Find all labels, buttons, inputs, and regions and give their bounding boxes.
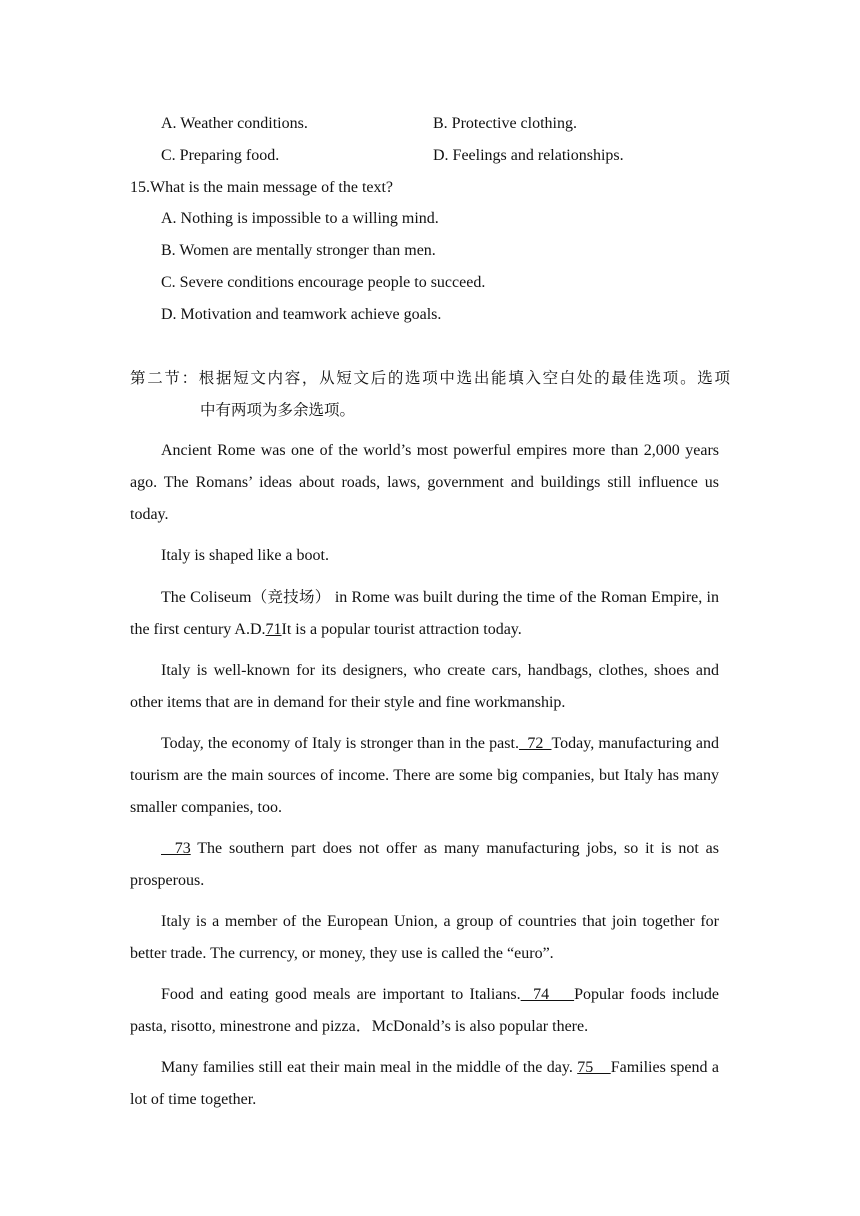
- q14-option-a: A. Weather conditions.: [161, 115, 308, 132]
- q15-option-d: D. Motivation and teamwork achieve goals.: [161, 306, 442, 323]
- paragraph-1-text: Ancient Rome was one of the world’s most powerful empires more than 2,000 years ago. The Romans’ ideas about roads, laws, government and buildings still influence us today.: [130, 442, 719, 523]
- paragraph-8-text-b: Popular foods include pasta, risotto, minestrone and pizza．McDonald’s is also popular there.: [130, 986, 719, 1035]
- blank-73: 73: [161, 840, 191, 857]
- q14-option-d: D. Feelings and relationships.: [433, 147, 624, 164]
- passage-paragraph-8: [130, 979, 719, 1043]
- passage-paragraph-1: [130, 435, 719, 531]
- q15-stem: 15.What is the main message of the text?: [130, 179, 394, 196]
- paragraph-7-text: Italy is a member of the European Union, a group of countries that join together for better trade. The currency, or money, they use is called the “euro”.: [130, 913, 719, 962]
- paragraph-6-text: The southern part does not offer as many manufacturing jobs, so it is not as prosperous.: [130, 840, 719, 889]
- paragraph-4-text: Italy is well-known for its designers, who create cars, handbags, clothes, shoes and other items that are in demand for their style and fine workmanship.: [130, 662, 719, 711]
- blank-71: 71: [265, 621, 282, 638]
- passage-paragraph-7: [130, 906, 719, 970]
- q14-option-b: B. Protective clothing.: [433, 115, 577, 132]
- blank-72: 72: [518, 735, 552, 752]
- paragraph-9-text-b: Families spend a lot of time together.: [130, 1059, 720, 1108]
- paragraph-5-text-b: Today, manufacturing and tourism are the main sources of income. There are some big companies, but Italy has many smaller companies, too.: [130, 735, 719, 816]
- paragraph-2-text: Italy is shaped like a boot.: [161, 547, 329, 564]
- paragraph-3-text-a: The Coliseum: [161, 589, 252, 606]
- section2-instruction-line2: 中有两项为多余选项。: [200, 401, 356, 419]
- section2-instruction-text1: 第二节：根据短文内容，从短文后的选项中选出能填入空白处的最佳选项。选项: [130, 369, 730, 387]
- paragraph-8-text-a: Food and eating good meals are important to Italians.: [161, 986, 521, 1003]
- paragraph-9-text-a: Many families still eat their main meal in the middle of the day.: [161, 1059, 578, 1076]
- q15-option-c: C. Severe conditions encourage people to succeed.: [161, 274, 486, 291]
- paragraph-3-gloss: （竞技场）: [251, 588, 331, 606]
- blank-74: 74: [520, 986, 575, 1003]
- passage-paragraph-4: [130, 655, 719, 719]
- passage-paragraph-9: [130, 1052, 719, 1116]
- paragraph-3-text-c: It is a popular tourist attraction today.: [281, 621, 522, 638]
- q15-option-a: A. Nothing is impossible to a willing mind.: [161, 210, 439, 227]
- blank-75: 75: [577, 1059, 611, 1076]
- q15-option-b: B. Women are mentally stronger than men.: [161, 242, 436, 259]
- passage-paragraph-6: [130, 833, 719, 897]
- passage-paragraph-3: [130, 581, 719, 646]
- paragraph-3-text-b: in Rome was built during the time of the Roman Empire, in the first century A.D.: [130, 589, 719, 638]
- passage-paragraph-5: [130, 728, 719, 824]
- passage-paragraph-2: [130, 540, 719, 572]
- q14-option-c: C. Preparing food.: [161, 147, 280, 164]
- paragraph-5-text-a: Today, the economy of Italy is stronger than in the past.: [161, 735, 519, 752]
- section2-instruction-line1: [130, 368, 730, 388]
